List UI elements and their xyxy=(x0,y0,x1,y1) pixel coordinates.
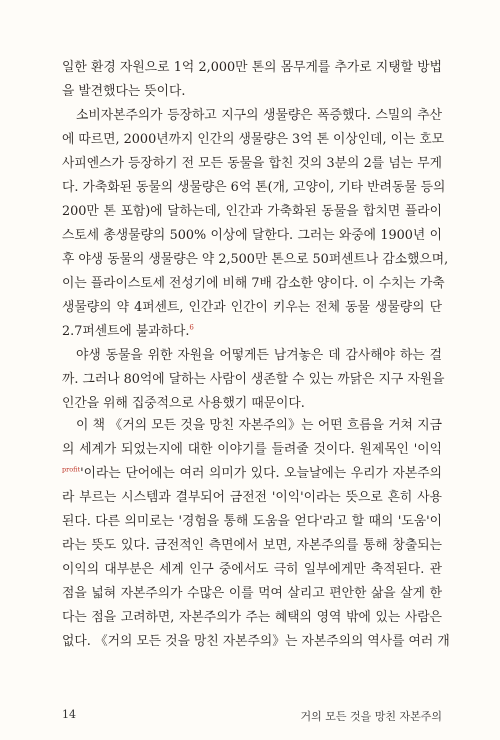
footnote-marker[interactable]: 6 xyxy=(189,323,194,332)
text-line: 라 부르는 시스템과 결부되어 금전전 '이익'이라는 뜻으로 흔히 사용 xyxy=(62,490,442,505)
text-line: 야생 동물을 위한 자원을 어떻게든 남겨놓은 데 감사해야 하는 걸 xyxy=(76,348,442,363)
text-line: 된다. 다른 의미로는 '경험을 통해 도움을 얻다'라고 할 때의 '도움'이 xyxy=(62,514,442,529)
text-line: 인간을 위해 집중적으로 사용했기 때문이다. xyxy=(62,396,305,411)
text-line: 없다. 《거의 모든 것을 망친 자본주의》는 자본주의의 역사를 여러 개 xyxy=(62,634,450,649)
text-line: 소비자본주의가 등장하고 지구의 생물량은 폭증했다. 스밀의 추산 xyxy=(76,108,442,123)
text-line: 점을 넓혀 자본주의가 수많은 이를 먹여 살리고 편안한 삶을 살게 한 xyxy=(62,586,442,601)
text-line: 이는 플라이스토세 전성기에 비해 7배 감소한 양이다. 이 수치는 가축 xyxy=(62,276,445,291)
text-line: 다는 점을 고려하면, 자본주의가 주는 혜택의 영역 밖에 있는 사람은 xyxy=(62,610,442,625)
text-line-content: '이라는 단어에는 여러 의미가 있다. 오늘날에는 우리가 자본주의 xyxy=(80,466,442,481)
running-title: 거의 모든 것을 망친 자본주의 xyxy=(300,710,442,723)
text-line: 을 발견했다는 뜻이다. xyxy=(62,84,186,99)
body-text-block-2 xyxy=(62,414,450,654)
text-line: 200만 톤 포함)에 달하는데, 인간과 가축화된 동물을 합치면 플라이 xyxy=(62,204,442,219)
text-line-with-gloss xyxy=(62,462,442,486)
text-line: 사피엔스가 등장하기 전 모든 동물을 합친 것의 3분의 2를 넘는 무게 xyxy=(62,156,442,171)
english-gloss: profit xyxy=(62,465,81,474)
text-line: 후 야생 동물의 생물량은 약 2,500만 톤으로 50퍼센트나 감소했으며, xyxy=(62,252,449,267)
text-line: 다. 가축화된 동물의 생물량은 6억 톤(개, 고양이, 기타 반려동물 등의 xyxy=(62,180,446,195)
text-line: 의 세계가 되었는지에 대한 이야기를 들려줄 것이다. 원제목인 '이익 xyxy=(62,442,442,457)
text-line: 이 책 《거의 모든 것을 망친 자본주의》는 어떤 흐름을 거쳐 지금 xyxy=(76,418,442,433)
text-line: 이익의 대부분은 세계 인구 중에서도 극히 일부에게만 축적된다. 관 xyxy=(62,562,442,577)
page-number: 14 xyxy=(62,708,76,721)
text-line-content: 2.7퍼센트에 불과하다. xyxy=(62,324,190,339)
text-line: 생물량의 약 4퍼센트, 인간과 인간이 키우는 전체 동물 생물량의 단 xyxy=(62,300,442,315)
text-line: 일한 환경 자원으로 1억 2,000만 톤의 몸무게를 추가로 지탱할 방법 xyxy=(62,60,442,75)
text-line: 스토세 총생물량의 500% 이상에 달한다. 그러는 와중에 1900년 이 xyxy=(62,228,442,243)
text-line: 까. 그러나 80억에 달하는 사람이 생존할 수 있는 까닭은 지구 자원을 xyxy=(62,372,445,387)
text-line: 라는 뜻도 있다. 금전적인 측면에서 보면, 자본주의를 통해 창출되는 xyxy=(62,538,442,553)
text-line-with-footnote xyxy=(62,320,442,344)
body-text-block-1 xyxy=(62,56,449,416)
text-line: 에 따르면, 2000년까지 인간의 생물량은 3억 톤 이상인데, 이는 호모 xyxy=(62,132,445,147)
